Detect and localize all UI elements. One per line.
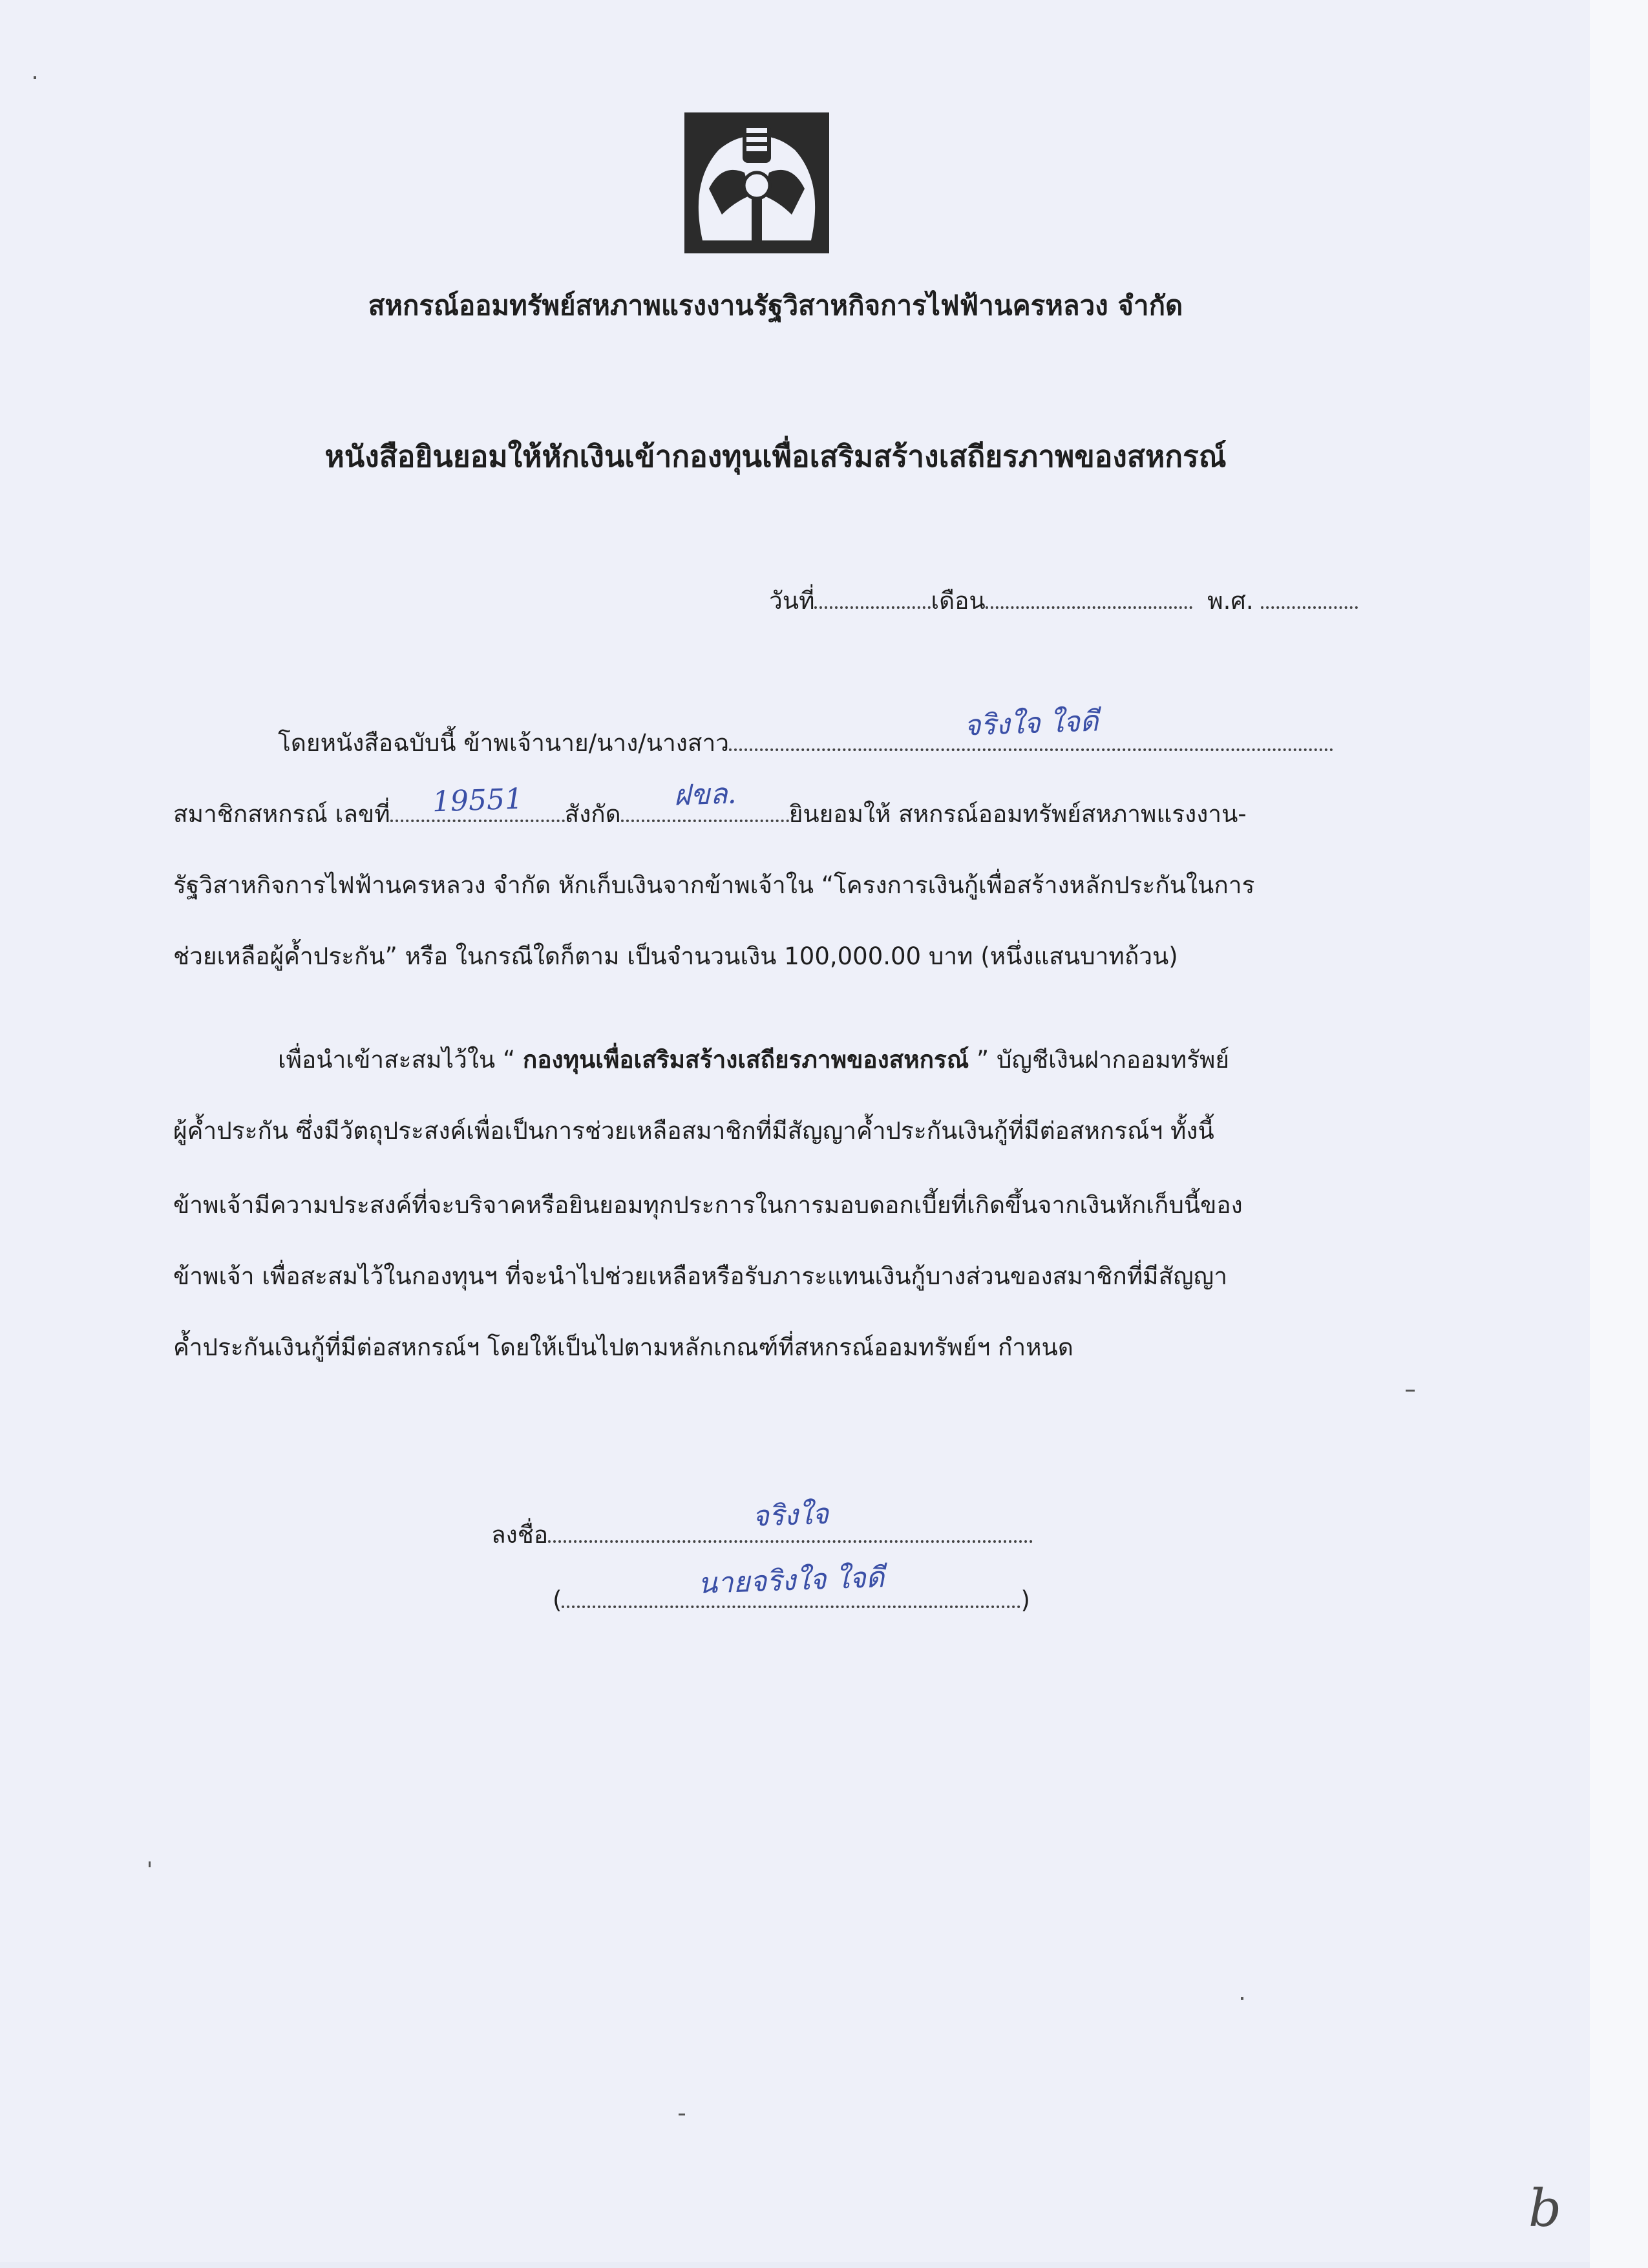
member-no-handwritten: 19551 — [431, 782, 523, 819]
cooperative-logo — [683, 111, 830, 255]
year-field[interactable] — [1261, 583, 1358, 609]
member-no-field[interactable] — [390, 782, 565, 822]
day-label: วันที่ — [769, 587, 815, 615]
document-title: หนังสือยินยอมให้หักเงินเข้ากองทุนเพื่อเสริมสร้างเสถียรภาพของสหกรณ์ — [324, 439, 1227, 474]
para2-prefix: เพื่อนำเข้าสะสมไว้ใน “ — [278, 1046, 523, 1074]
affiliation-field[interactable] — [621, 777, 789, 822]
month-field[interactable] — [986, 583, 1192, 609]
scan-speck — [679, 2114, 685, 2115]
para2-line-1 — [278, 1041, 1229, 1079]
name-handwritten: จริงใจ ใจดี — [963, 705, 1099, 743]
member-line — [173, 777, 1247, 833]
scan-edge — [1590, 0, 1648, 2268]
para2-line-4: ข้าพเจ้า เพื่อสะสมไว้ในกองทุนฯ ที่จะนำไปช่วยเหลือหรือรับภาระแทนเงินกู้บางส่วนของสมาชิกที่มีสัญญา — [173, 1262, 1227, 1290]
signature-field[interactable] — [548, 1497, 1033, 1543]
close-paren: ) — [1020, 1586, 1030, 1614]
name-field[interactable] — [729, 705, 1333, 751]
para2-line-2: ผู้ค้ำประกัน ซึ่งมีวัตถุประสงค์เพื่อเป็นการช่วยเหลือสมาชิกที่มีสัญญาค้ำประกันเงินกู้ที่มีต่อสหกรณ์ฯ ทั้งนี้ — [173, 1117, 1214, 1145]
scan-speck — [1241, 1997, 1243, 2000]
affiliation-label: สังกัด — [564, 800, 621, 828]
page-number: b — [1528, 2178, 1562, 2238]
day-field[interactable] — [814, 583, 931, 609]
para2-suffix: ” บัญชีเงินฝากออมทรัพย์ — [969, 1046, 1230, 1074]
body-line-4: ช่วยเหลือผู้ค้ำประกัน” หรือ ในกรณีใดก็ตาม เป็นจำนวนเงิน 100,000.00 บาท (หนึ่งแสนบาทถ้วน) — [173, 942, 1178, 970]
year-label: พ.ศ. — [1207, 587, 1254, 615]
sign-label: ลงชื่อ — [491, 1521, 549, 1549]
para2-line-5: ค้ำประกันเงินกู้ที่มีต่อสหกรณ์ฯ โดยให้เป็นไปตามหลักเกณฑ์ที่สหกรณ์ออมทรัพย์ฯ กำหนด — [173, 1333, 1073, 1361]
body-line-3: รัฐวิสาหกิจการไฟฟ้านครหลวง จำกัด หักเก็บเงินจากข้าพเจ้าใน “โครงการเงินกู้เพื่อสร้างหลักประกันในการ — [173, 871, 1255, 899]
printed-name-field[interactable] — [562, 1560, 1020, 1608]
open-paren: ( — [553, 1586, 562, 1614]
fund-name: กองทุนเพื่อเสริมสร้างเสถียรภาพของสหกรณ์ — [522, 1046, 969, 1074]
scan-speck — [1406, 1390, 1415, 1392]
affiliation-handwritten: ฝขล. — [673, 777, 737, 812]
para2-line-3: ข้าพเจ้ามีความประสงค์ที่จะบริจาคหรือยินยอมทุกประการในการมอบดอกเบี้ยที่เกิดขึ้นจากเงินหักเก็บนี้ของ — [173, 1191, 1243, 1219]
printed-name-line — [553, 1560, 1030, 1614]
signature-line — [491, 1497, 1033, 1554]
organization-name: สหกรณ์ออมทรัพย์สหภาพแรงงานรัฐวิสาหกิจการไฟฟ้านครหลวง จำกัด — [368, 290, 1183, 321]
intro-label: โดยหนังสือฉบับนี้ ข้าพเจ้านาย/นาง/นางสาว — [278, 729, 730, 757]
signature-handwritten: จริงใจ — [752, 1497, 830, 1534]
intro-line — [278, 705, 1333, 762]
scan-speck — [149, 1861, 151, 1867]
printed-name-handwritten: นายจริงใจ ใจดี — [697, 1560, 885, 1601]
date-line — [769, 582, 1358, 620]
scan-speck — [34, 76, 36, 79]
member-no-label: สมาชิกสหกรณ์ เลขที่ — [173, 800, 390, 828]
consent-text: ยินยอมให้ สหกรณ์ออมทรัพย์สหภาพแรงงาน- — [788, 800, 1247, 828]
month-label: เดือน — [931, 587, 986, 615]
